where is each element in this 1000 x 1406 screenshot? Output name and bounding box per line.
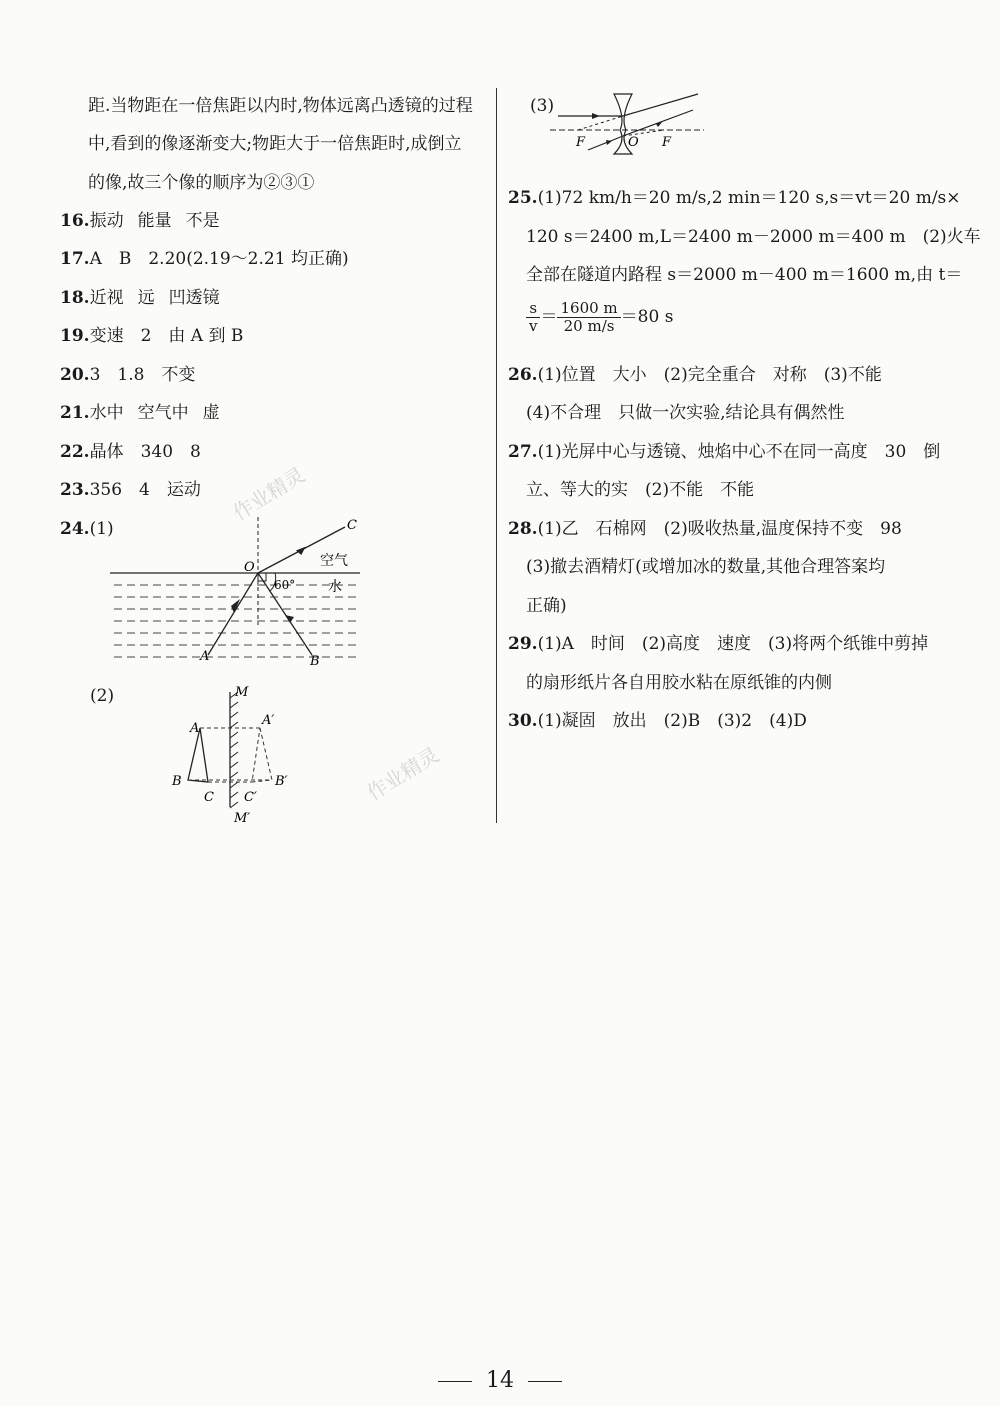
label-angle: 60° xyxy=(274,578,296,592)
answer-27-line1 xyxy=(508,441,940,463)
continued-line-2: 中,看到的像逐渐变大;物距大于一倍焦距时,成倒立 xyxy=(88,134,462,154)
question-number: 29. xyxy=(508,634,538,654)
answer-text: (1)凝固 放出 (2)B (3)2 (4)D xyxy=(537,711,807,731)
answer-28-line2: (3)撤去酒精灯(或增加冰的数量,其他合理答案均 xyxy=(526,557,886,577)
label-A: A xyxy=(190,721,200,736)
mirror-diagram xyxy=(110,682,330,827)
question-number: 20. xyxy=(60,365,90,385)
question-number: 25. xyxy=(508,188,538,208)
label-O: O xyxy=(628,135,639,150)
label-A-prime: A′ xyxy=(262,713,275,728)
answer-25-line3: 全部在隧道内路程 s＝2000 m－400 m＝1600 m,由 t＝ xyxy=(526,265,963,285)
answer-text: (1)位置 大小 (2)完全重合 对称 (3)不能 xyxy=(537,365,882,385)
continued-line-3: 的像,故三个像的顺序为②③① xyxy=(88,173,315,193)
question-number: 17. xyxy=(60,249,90,269)
answer-part: 振动 xyxy=(89,211,124,231)
refraction-diagram xyxy=(110,515,370,670)
part-label: (1) xyxy=(89,519,114,539)
answer-30 xyxy=(508,710,807,732)
answer-text: A B 2.20(2.19～2.21 均正确) xyxy=(89,249,349,269)
answer-18 xyxy=(60,287,220,309)
page-number: 14 xyxy=(486,1368,514,1393)
label-C-prime: C′ xyxy=(244,790,257,805)
answer-22 xyxy=(60,441,201,463)
answer-part: 不是 xyxy=(185,211,220,231)
question-number: 18. xyxy=(60,288,90,308)
question-number: 30. xyxy=(508,711,538,731)
question-number: 19. xyxy=(60,326,90,346)
answer-text: 3 1.8 不变 xyxy=(89,365,196,385)
page-footer xyxy=(0,1368,1000,1393)
label-M-prime: M′ xyxy=(234,811,251,826)
answer-text: (1)72 km/h＝20 m/s,2 min＝120 s,s＝vt＝20 m/s× xyxy=(537,188,961,208)
answer-26-line1 xyxy=(508,364,882,386)
answer-21 xyxy=(60,402,220,424)
answer-text: (1)A 时间 (2)高度 速度 (3)将两个纸锥中剪掉 xyxy=(537,634,929,654)
column-divider xyxy=(496,88,497,823)
label-B: B xyxy=(172,774,182,789)
answer-25-line4: $\frac{s}{v}$ ＝ $\frac{1600 m}{20 m/s}$ ＝80 s xyxy=(526,300,673,335)
question-number: 28. xyxy=(508,519,538,539)
answer-24-part2-label: (2) xyxy=(90,686,115,706)
answer-17 xyxy=(60,248,349,270)
answer-29-line2: 的扇形纸片各自用胶水粘在原纸锥的内侧 xyxy=(526,673,832,693)
answer-23 xyxy=(60,479,201,501)
watermark: 作业精灵 xyxy=(362,742,444,806)
label-F-right: F xyxy=(662,135,672,150)
question-number: 27. xyxy=(508,442,538,462)
answer-24-part3-label: (3) xyxy=(530,96,555,116)
answer-25-line2: 120 s＝2400 m,L＝2400 m－2000 m＝400 m (2)火车 xyxy=(526,227,981,247)
answer-19 xyxy=(60,325,243,347)
answer-part: 水中 xyxy=(89,403,124,423)
answer-25-line1 xyxy=(508,187,961,209)
answer-part: 近视 xyxy=(89,288,124,308)
label-A: A xyxy=(200,649,210,664)
question-number: 26. xyxy=(508,365,538,385)
fraction-values: $\frac{1600 m}{20 m/s}$ xyxy=(557,300,620,335)
watermark: 作业精灵 xyxy=(228,462,310,526)
answer-28-line3: 正确) xyxy=(526,596,567,616)
label-M: M xyxy=(235,685,249,700)
answer-29-line1 xyxy=(508,633,928,655)
label-air: 空气 xyxy=(320,553,348,569)
continued-line-1: 距.当物距在一倍焦距以内时,物体远离凸透镜的过程 xyxy=(88,96,473,116)
answer-text: 晶体 340 8 xyxy=(89,442,201,462)
answer-20 xyxy=(60,364,195,386)
answer-text: 变速 2 由 A 到 B xyxy=(89,326,244,346)
answer-part: 远 xyxy=(137,288,155,308)
fraction-s-over-v: $\frac{s}{v}$ xyxy=(526,300,540,335)
answer-text: 356 4 运动 xyxy=(89,480,201,500)
lens-diagram xyxy=(548,88,708,160)
answer-27-line2: 立、等大的实 (2)不能 不能 xyxy=(526,480,755,500)
answer-text: (1)光屏中心与透镜、烛焰中心不在同一高度 30 倒 xyxy=(537,442,941,462)
label-C: C xyxy=(347,518,357,533)
answer-part: 空气中 xyxy=(137,403,189,423)
label-F-left: F xyxy=(576,135,586,150)
question-number: 22. xyxy=(60,442,90,462)
question-number: 21. xyxy=(60,403,90,423)
label-C: C xyxy=(204,790,214,805)
answer-part: 能量 xyxy=(137,211,172,231)
answer-26-line2: (4)不合理 只做一次实验,结论具有偶然性 xyxy=(526,403,845,423)
answer-16 xyxy=(60,210,220,232)
answer-part: 虚 xyxy=(202,403,220,423)
question-number: 24. xyxy=(60,519,90,539)
label-B-prime: B′ xyxy=(275,774,288,789)
answer-text: (1)乙 石棉网 (2)吸收热量,温度保持不变 98 xyxy=(537,519,902,539)
label-water: 水 xyxy=(328,579,342,595)
label-B: B xyxy=(310,654,320,669)
question-number: 23. xyxy=(60,480,90,500)
label-O: O xyxy=(244,560,255,575)
answer-part: 凹透镜 xyxy=(168,288,220,308)
question-number: 16. xyxy=(60,211,90,231)
answer-24-label xyxy=(60,518,114,540)
answer-28-line1 xyxy=(508,518,902,540)
